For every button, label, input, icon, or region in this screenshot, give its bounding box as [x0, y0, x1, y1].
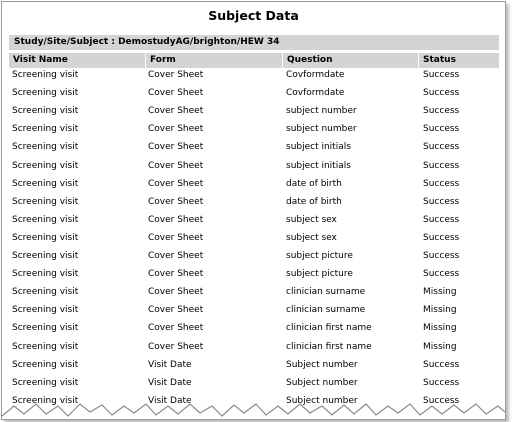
cell-visit-name: Screening visit [12, 88, 79, 99]
cell-status: Missing [423, 323, 457, 334]
cell-question: clinician surname [286, 287, 366, 298]
cell-visit-name: Screening visit [12, 232, 79, 243]
cell-visit-name: Screening visit [12, 287, 79, 298]
cell-form: Cover Sheet [148, 142, 204, 153]
cell-form: Cover Sheet [148, 323, 204, 334]
cell-form: Cover Sheet [148, 88, 204, 99]
table-row [2, 305, 505, 323]
cell-status: Success [423, 106, 460, 117]
cell-status: Success [423, 359, 460, 370]
cell-status: Success [423, 395, 460, 406]
cell-question: Subject number [286, 377, 358, 388]
table-row [2, 233, 505, 251]
table-row [2, 142, 505, 160]
cell-question: clinician surname [286, 305, 366, 316]
cell-form: Cover Sheet [148, 160, 204, 171]
column-header-question: Question [283, 53, 418, 68]
table-row [2, 161, 505, 179]
cell-visit-name: Screening visit [12, 395, 79, 406]
cell-form: Cover Sheet [148, 287, 204, 298]
column-header-form: Form [146, 53, 282, 68]
table-row [2, 269, 505, 287]
table-row [2, 378, 505, 396]
cell-status: Success [423, 178, 460, 189]
cell-status: Missing [423, 305, 457, 316]
cell-form: Cover Sheet [148, 70, 204, 80]
cell-visit-name: Screening visit [12, 196, 79, 207]
cell-status: Success [423, 196, 460, 207]
table-row [2, 287, 505, 305]
cell-status: Missing [423, 341, 457, 352]
cell-status: Success [423, 269, 460, 280]
cell-form: Cover Sheet [148, 232, 204, 243]
cell-form: Cover Sheet [148, 269, 204, 280]
table-row [2, 360, 505, 378]
cell-question: subject initials [286, 142, 351, 153]
cell-form: Cover Sheet [148, 124, 204, 135]
cell-question: Covformdate [286, 88, 345, 99]
cell-form: Cover Sheet [148, 341, 204, 352]
table-row [2, 179, 505, 197]
report-frame [1, 1, 506, 420]
column-header-visit-name: Visit Name [9, 53, 145, 68]
table-row [2, 88, 505, 106]
cell-form: Cover Sheet [148, 251, 204, 261]
cell-visit-name: Screening visit [12, 359, 79, 370]
cell-visit-name: Screening visit [12, 251, 79, 261]
cell-question: subject picture [286, 269, 353, 280]
cell-visit-name: Screening visit [12, 160, 79, 171]
cell-form: Cover Sheet [148, 305, 204, 316]
cell-question: subject sex [286, 214, 337, 225]
table-row [2, 124, 505, 142]
cell-question: Subject number [286, 395, 358, 406]
study-site-subject-bar: Study/Site/Subject : DemostudyAG/brighton/HEW 34 [9, 35, 499, 50]
cell-status: Success [423, 214, 460, 225]
cell-visit-name: Screening visit [12, 377, 79, 388]
cell-status: Success [423, 251, 460, 261]
cell-question: Covformdate [286, 70, 345, 80]
torn-edge [2, 394, 505, 420]
cell-status: Missing [423, 287, 457, 298]
cell-question: Subject number [286, 359, 358, 370]
cell-visit-name: Screening visit [12, 341, 79, 352]
table-row [2, 323, 505, 341]
cell-status: Success [423, 377, 460, 388]
cell-question: subject picture [286, 251, 353, 261]
cell-visit-name: Screening visit [12, 106, 79, 117]
table-row [2, 197, 505, 215]
cell-form: Cover Sheet [148, 178, 204, 189]
cell-question: subject number [286, 106, 357, 117]
cell-question: clinician first name [286, 341, 372, 352]
cell-visit-name: Screening visit [12, 305, 79, 316]
cell-status: Success [423, 124, 460, 135]
cell-question: subject number [286, 124, 357, 135]
cell-visit-name: Screening visit [12, 70, 79, 80]
cell-visit-name: Screening visit [12, 178, 79, 189]
cell-status: Success [423, 70, 460, 80]
cell-form: Visit Date [148, 377, 192, 388]
cell-status: Success [423, 160, 460, 171]
cell-question: date of birth [286, 196, 342, 207]
cell-form: Cover Sheet [148, 106, 204, 117]
cell-question: date of birth [286, 178, 342, 189]
cell-status: Success [423, 232, 460, 243]
table-row [2, 106, 505, 124]
cell-visit-name: Screening visit [12, 269, 79, 280]
table-row [2, 70, 505, 88]
column-header-status: Status [419, 53, 499, 68]
table-row [2, 342, 505, 360]
cell-form: Visit Date [148, 359, 192, 370]
report-title: Subject Data [208, 8, 299, 23]
cell-visit-name: Screening visit [12, 124, 79, 135]
cell-question: clinician first name [286, 323, 372, 334]
table-row [2, 251, 505, 269]
cell-visit-name: Screening visit [12, 323, 79, 334]
cell-visit-name: Screening visit [12, 142, 79, 153]
cell-status: Success [423, 142, 460, 153]
cell-form: Cover Sheet [148, 214, 204, 225]
cell-question: subject initials [286, 160, 351, 171]
cell-form: Visit Date [148, 395, 192, 406]
table-row [2, 215, 505, 233]
cell-visit-name: Screening visit [12, 214, 79, 225]
cell-status: Success [423, 88, 460, 99]
cell-question: subject sex [286, 232, 337, 243]
cell-form: Cover Sheet [148, 196, 204, 207]
